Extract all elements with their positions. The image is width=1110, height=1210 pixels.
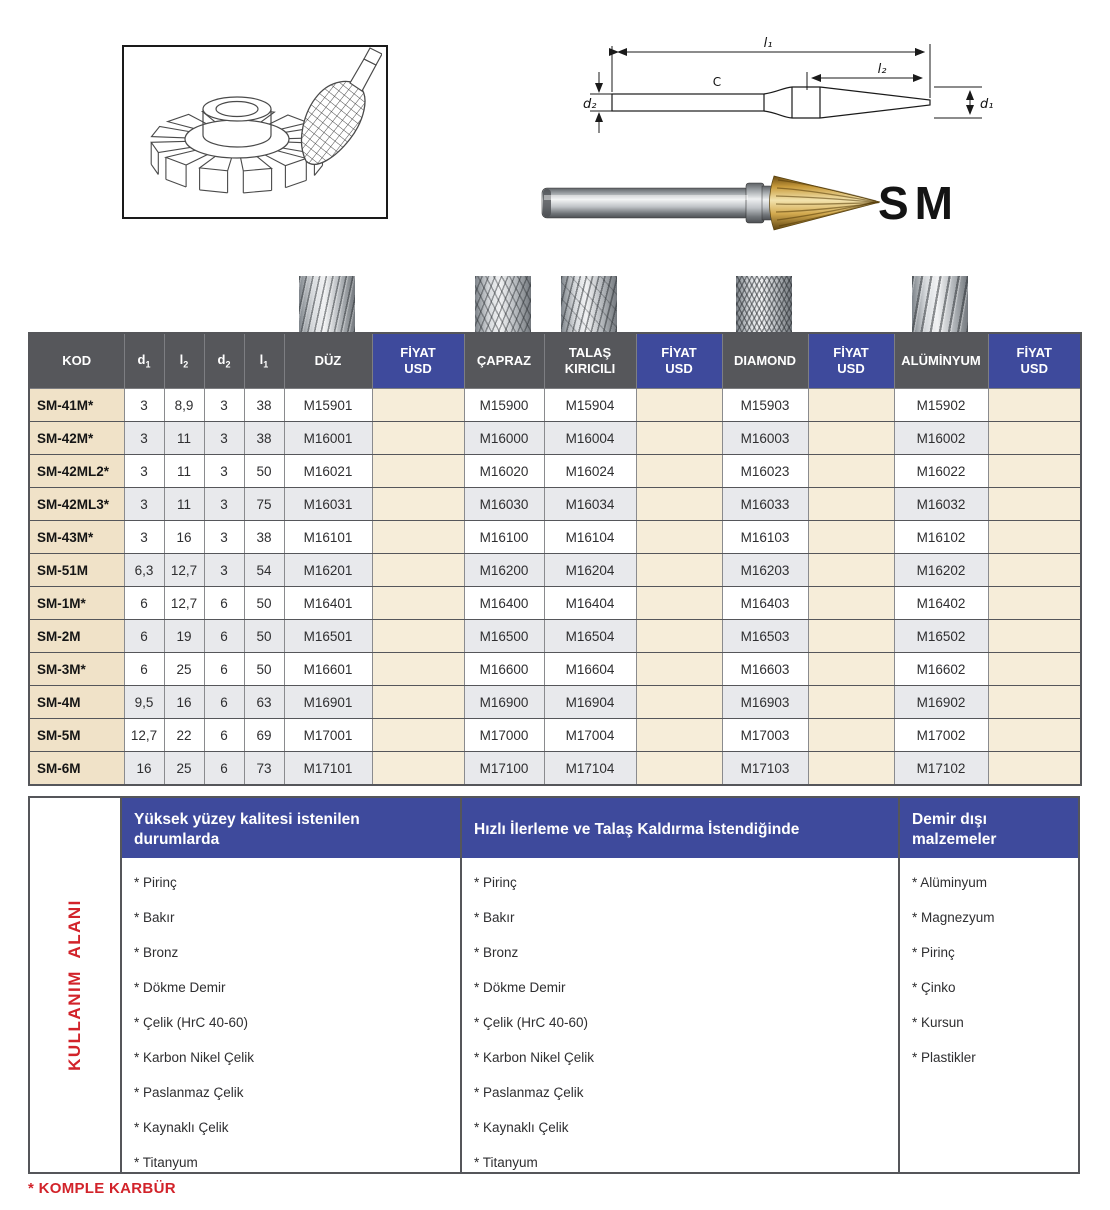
value-cell: M16400 xyxy=(464,587,544,620)
usage-list xyxy=(900,875,1078,1065)
value-cell: M16101 xyxy=(284,521,372,554)
value-cell: M16901 xyxy=(284,686,372,719)
value-cell: 3 xyxy=(124,389,164,422)
price-cell xyxy=(808,488,894,521)
value-cell: 3 xyxy=(204,488,244,521)
value-cell: 38 xyxy=(244,389,284,422)
value-cell: 3 xyxy=(124,521,164,554)
value-cell: M16100 xyxy=(464,521,544,554)
value-cell: M17002 xyxy=(894,719,988,752)
price-cell xyxy=(372,488,464,521)
price-cell xyxy=(808,620,894,653)
usage-item: * Pirinç xyxy=(912,945,955,960)
value-cell: 63 xyxy=(244,686,284,719)
usage-column-non-ferrous xyxy=(900,798,1078,1172)
value-cell: 6 xyxy=(204,752,244,786)
value-cell: 75 xyxy=(244,488,284,521)
price-cell xyxy=(988,653,1081,686)
talas-kiricili-texture-photo xyxy=(561,276,617,332)
price-cell xyxy=(808,554,894,587)
diamond-cut-texture-photo xyxy=(736,276,792,332)
value-cell: 69 xyxy=(244,719,284,752)
price-cell xyxy=(372,389,464,422)
value-cell: M16203 xyxy=(722,554,808,587)
footnote: * KOMPLE KARBÜR xyxy=(28,1180,176,1197)
value-cell: M16004 xyxy=(544,422,636,455)
value-cell: 50 xyxy=(244,587,284,620)
price-cell xyxy=(372,521,464,554)
usage-column-fast-stock-removal xyxy=(462,798,900,1172)
value-cell: 6 xyxy=(204,587,244,620)
price-cell xyxy=(808,686,894,719)
value-cell: 25 xyxy=(164,653,204,686)
price-cell xyxy=(988,554,1081,587)
value-cell: M16601 xyxy=(284,653,372,686)
value-cell: M16900 xyxy=(464,686,544,719)
product-code-cell: SM-42ML2* xyxy=(29,455,124,488)
price-cell xyxy=(808,521,894,554)
price-cell xyxy=(988,620,1081,653)
value-cell: 9,5 xyxy=(124,686,164,719)
price-cell xyxy=(808,422,894,455)
value-cell: M16024 xyxy=(544,455,636,488)
price-cell xyxy=(372,587,464,620)
value-cell: M16031 xyxy=(284,488,372,521)
value-cell: M15902 xyxy=(894,389,988,422)
value-cell: M17003 xyxy=(722,719,808,752)
value-cell: M17001 xyxy=(284,719,372,752)
price-cell xyxy=(636,422,722,455)
value-cell: M16204 xyxy=(544,554,636,587)
value-cell: 11 xyxy=(164,488,204,521)
price-cell xyxy=(988,455,1081,488)
price-cell xyxy=(372,752,464,786)
usage-item: * Çinko xyxy=(912,980,956,995)
dim-label-d2: d₂ xyxy=(583,97,597,112)
table-row xyxy=(29,455,1081,488)
col-header-fiyat-3: FİYAT USD xyxy=(808,333,894,389)
value-cell: M16602 xyxy=(894,653,988,686)
value-cell: 22 xyxy=(164,719,204,752)
value-cell: M16401 xyxy=(284,587,372,620)
table-row xyxy=(29,752,1081,786)
usage-item: * Bronz xyxy=(474,945,519,960)
usage-item: * Plastikler xyxy=(912,1050,976,1065)
value-cell: M17102 xyxy=(894,752,988,786)
col-header-d1: $d_1$ xyxy=(124,333,164,389)
value-cell: M16033 xyxy=(722,488,808,521)
price-cell xyxy=(372,620,464,653)
price-cell xyxy=(636,587,722,620)
value-cell: 16 xyxy=(124,752,164,786)
price-cell xyxy=(808,752,894,786)
product-code-cell: SM-4M xyxy=(29,686,124,719)
value-cell: 73 xyxy=(244,752,284,786)
value-cell: M17000 xyxy=(464,719,544,752)
value-cell: M17103 xyxy=(722,752,808,786)
value-cell: M16600 xyxy=(464,653,544,686)
col-header-l1: $l_1$ xyxy=(244,333,284,389)
usage-item: * Dökme Demir xyxy=(474,980,566,995)
burr-outline xyxy=(612,87,930,118)
product-code-cell: SM-41M* xyxy=(29,389,124,422)
value-cell: 25 xyxy=(164,752,204,786)
value-cell: 6 xyxy=(124,587,164,620)
usage-item: * Bakır xyxy=(474,910,515,925)
price-cell xyxy=(808,389,894,422)
col-header-fiyat-1: FİYAT USD xyxy=(372,333,464,389)
price-cell xyxy=(988,686,1081,719)
price-cell xyxy=(372,686,464,719)
price-cell xyxy=(372,455,464,488)
usage-item: * Magnezyum xyxy=(912,910,995,925)
usage-section xyxy=(28,796,1080,1174)
value-cell: M16500 xyxy=(464,620,544,653)
price-cell xyxy=(636,488,722,521)
value-cell: 16 xyxy=(164,686,204,719)
usage-item: * Kaynaklı Çelik xyxy=(134,1120,229,1135)
value-cell: M16200 xyxy=(464,554,544,587)
price-cell xyxy=(636,752,722,786)
product-code-cell: SM-6M xyxy=(29,752,124,786)
value-cell: 11 xyxy=(164,422,204,455)
dim-label-d1: d₁ xyxy=(980,97,994,112)
burr-tool-drawing xyxy=(302,48,382,164)
capraz-cross-cut-texture-photo xyxy=(475,276,531,332)
usage-column-header: Yüksek yüzey kalitesi istenilen durumlarda xyxy=(122,798,460,858)
usage-item: * Pirinç xyxy=(134,875,177,890)
value-cell: 6 xyxy=(204,686,244,719)
value-cell: M16201 xyxy=(284,554,372,587)
usage-column-header: Hızlı İlerleme ve Talaş Kaldırma İstendiğinde xyxy=(462,798,898,858)
table-row xyxy=(29,554,1081,587)
usage-column-surface-quality xyxy=(122,798,462,1172)
price-cell xyxy=(988,587,1081,620)
value-cell: M16023 xyxy=(722,455,808,488)
value-cell: M16034 xyxy=(544,488,636,521)
value-cell: 3 xyxy=(124,488,164,521)
table-row xyxy=(29,422,1081,455)
value-cell: 16 xyxy=(164,521,204,554)
price-cell xyxy=(988,422,1081,455)
col-header-talas: TALAŞ KIRICILI xyxy=(544,333,636,389)
value-cell: 12,7 xyxy=(124,719,164,752)
usage-item: * Paslanmaz Çelik xyxy=(134,1085,244,1100)
value-cell: M16002 xyxy=(894,422,988,455)
price-cell xyxy=(988,488,1081,521)
value-cell: 6 xyxy=(204,719,244,752)
col-header-aluminyum: ALÜMİNYUM xyxy=(894,333,988,389)
dimension-diagram xyxy=(582,34,1097,159)
table-row xyxy=(29,587,1081,620)
value-cell: 3 xyxy=(124,455,164,488)
value-cell: 19 xyxy=(164,620,204,653)
price-cell xyxy=(808,455,894,488)
value-cell: 6,3 xyxy=(124,554,164,587)
value-cell: M16030 xyxy=(464,488,544,521)
price-cell xyxy=(636,455,722,488)
value-cell: M16603 xyxy=(722,653,808,686)
usage-item: * Kaynaklı Çelik xyxy=(474,1120,569,1135)
price-cell xyxy=(636,686,722,719)
value-cell: M15901 xyxy=(284,389,372,422)
value-cell: M17101 xyxy=(284,752,372,786)
col-header-l2: $l_2$ xyxy=(164,333,204,389)
value-cell: M16001 xyxy=(284,422,372,455)
dim-label-c: C xyxy=(712,75,722,89)
price-cell xyxy=(988,389,1081,422)
series-label: SM xyxy=(878,177,959,229)
price-cell xyxy=(988,521,1081,554)
usage-item: * Çelik (HrC 40-60) xyxy=(474,1015,589,1030)
value-cell: 6 xyxy=(204,620,244,653)
value-cell: 50 xyxy=(244,653,284,686)
value-cell: M16020 xyxy=(464,455,544,488)
table-row xyxy=(29,686,1081,719)
price-cell xyxy=(808,587,894,620)
duz-flute-texture-photo xyxy=(299,276,355,332)
value-cell: 6 xyxy=(124,620,164,653)
value-cell: 12,7 xyxy=(164,554,204,587)
value-cell: M15904 xyxy=(544,389,636,422)
col-header-capraz: ÇAPRAZ xyxy=(464,333,544,389)
product-code-cell: SM-2M xyxy=(29,620,124,653)
value-cell: M16404 xyxy=(544,587,636,620)
value-cell: M16501 xyxy=(284,620,372,653)
value-cell: M16604 xyxy=(544,653,636,686)
value-cell: M17104 xyxy=(544,752,636,786)
table-row xyxy=(29,653,1081,686)
usage-column-header: Demir dışı malzemeler xyxy=(900,798,1078,858)
price-cell xyxy=(372,719,464,752)
product-code-cell: SM-42M* xyxy=(29,422,124,455)
usage-item: * Karbon Nikel Çelik xyxy=(474,1050,595,1065)
product-code-cell: SM-43M* xyxy=(29,521,124,554)
sm-burr-photo xyxy=(540,166,885,245)
usage-item: * Dökme Demir xyxy=(134,980,226,995)
price-cell xyxy=(636,389,722,422)
value-cell: 6 xyxy=(204,653,244,686)
value-cell: M16503 xyxy=(722,620,808,653)
price-cell xyxy=(372,422,464,455)
value-cell: 6 xyxy=(124,653,164,686)
col-header-fiyat-4: FİYAT USD xyxy=(988,333,1081,389)
value-cell: M16402 xyxy=(894,587,988,620)
value-cell: M16003 xyxy=(722,422,808,455)
price-cell xyxy=(372,554,464,587)
value-cell: M16504 xyxy=(544,620,636,653)
value-cell: M16104 xyxy=(544,521,636,554)
value-cell: M16903 xyxy=(722,686,808,719)
table-header-row xyxy=(29,333,1081,389)
value-cell: 3 xyxy=(204,455,244,488)
value-cell: M16021 xyxy=(284,455,372,488)
burr-application-illustration xyxy=(122,45,388,219)
value-cell: 38 xyxy=(244,422,284,455)
price-cell xyxy=(636,620,722,653)
value-cell: 8,9 xyxy=(164,389,204,422)
table-row xyxy=(29,488,1081,521)
usage-section-title: KULLANIM ALANI xyxy=(65,899,84,1071)
usage-list xyxy=(122,875,460,1170)
value-cell: 54 xyxy=(244,554,284,587)
value-cell: 3 xyxy=(124,422,164,455)
value-cell: M17004 xyxy=(544,719,636,752)
usage-item: * Bakır xyxy=(134,910,175,925)
dim-label-l1: l₁ xyxy=(763,36,773,51)
usage-item: * Çelik (HrC 40-60) xyxy=(134,1015,249,1030)
value-cell: M17100 xyxy=(464,752,544,786)
value-cell: 11 xyxy=(164,455,204,488)
product-code-cell: SM-5M xyxy=(29,719,124,752)
product-code-cell: SM-3M* xyxy=(29,653,124,686)
value-cell: M16102 xyxy=(894,521,988,554)
usage-item: * Bronz xyxy=(134,945,179,960)
col-header-fiyat-2: FİYAT USD xyxy=(636,333,722,389)
product-table xyxy=(28,332,1082,786)
table-row xyxy=(29,620,1081,653)
value-cell: M16032 xyxy=(894,488,988,521)
value-cell: 3 xyxy=(204,422,244,455)
col-header-diamond: DIAMOND xyxy=(722,333,808,389)
value-cell: 50 xyxy=(244,620,284,653)
value-cell: M15900 xyxy=(464,389,544,422)
price-cell xyxy=(372,653,464,686)
value-cell: M16403 xyxy=(722,587,808,620)
col-header-kod: KOD xyxy=(29,333,124,389)
value-cell: M16502 xyxy=(894,620,988,653)
heatsink-deburring-drawing xyxy=(124,47,382,213)
price-cell xyxy=(636,554,722,587)
value-cell: 3 xyxy=(204,389,244,422)
usage-item: * Paslanmaz Çelik xyxy=(474,1085,584,1100)
price-cell xyxy=(808,653,894,686)
product-code-cell: SM-1M* xyxy=(29,587,124,620)
price-cell xyxy=(636,719,722,752)
usage-list xyxy=(462,875,898,1170)
price-cell xyxy=(988,752,1081,786)
usage-item: * Karbon Nikel Çelik xyxy=(134,1050,255,1065)
usage-item: * Kursun xyxy=(912,1015,964,1030)
value-cell: M15903 xyxy=(722,389,808,422)
value-cell: M16202 xyxy=(894,554,988,587)
product-code-cell: SM-51M xyxy=(29,554,124,587)
col-header-duz: DÜZ xyxy=(284,333,372,389)
usage-item: * Alüminyum xyxy=(912,875,988,890)
value-cell: 50 xyxy=(244,455,284,488)
value-cell: M16000 xyxy=(464,422,544,455)
product-code-cell: SM-42ML3* xyxy=(29,488,124,521)
price-cell xyxy=(636,653,722,686)
usage-item: * Pirinç xyxy=(474,875,517,890)
col-header-d2: $d_2$ xyxy=(204,333,244,389)
price-cell xyxy=(988,719,1081,752)
table-row xyxy=(29,719,1081,752)
value-cell: M16103 xyxy=(722,521,808,554)
table-row xyxy=(29,521,1081,554)
usage-item: * Titanyum xyxy=(134,1155,198,1170)
value-cell: M16902 xyxy=(894,686,988,719)
usage-label-column xyxy=(30,798,122,1172)
price-cell xyxy=(636,521,722,554)
aluminyum-cut-texture-photo xyxy=(912,276,968,332)
value-cell: M16022 xyxy=(894,455,988,488)
dim-label-l2: l₂ xyxy=(877,62,887,77)
value-cell: 3 xyxy=(204,521,244,554)
usage-item: * Titanyum xyxy=(474,1155,538,1170)
value-cell: 38 xyxy=(244,521,284,554)
price-cell xyxy=(808,719,894,752)
value-cell: 3 xyxy=(204,554,244,587)
table-row xyxy=(29,389,1081,422)
value-cell: M16904 xyxy=(544,686,636,719)
value-cell: 12,7 xyxy=(164,587,204,620)
